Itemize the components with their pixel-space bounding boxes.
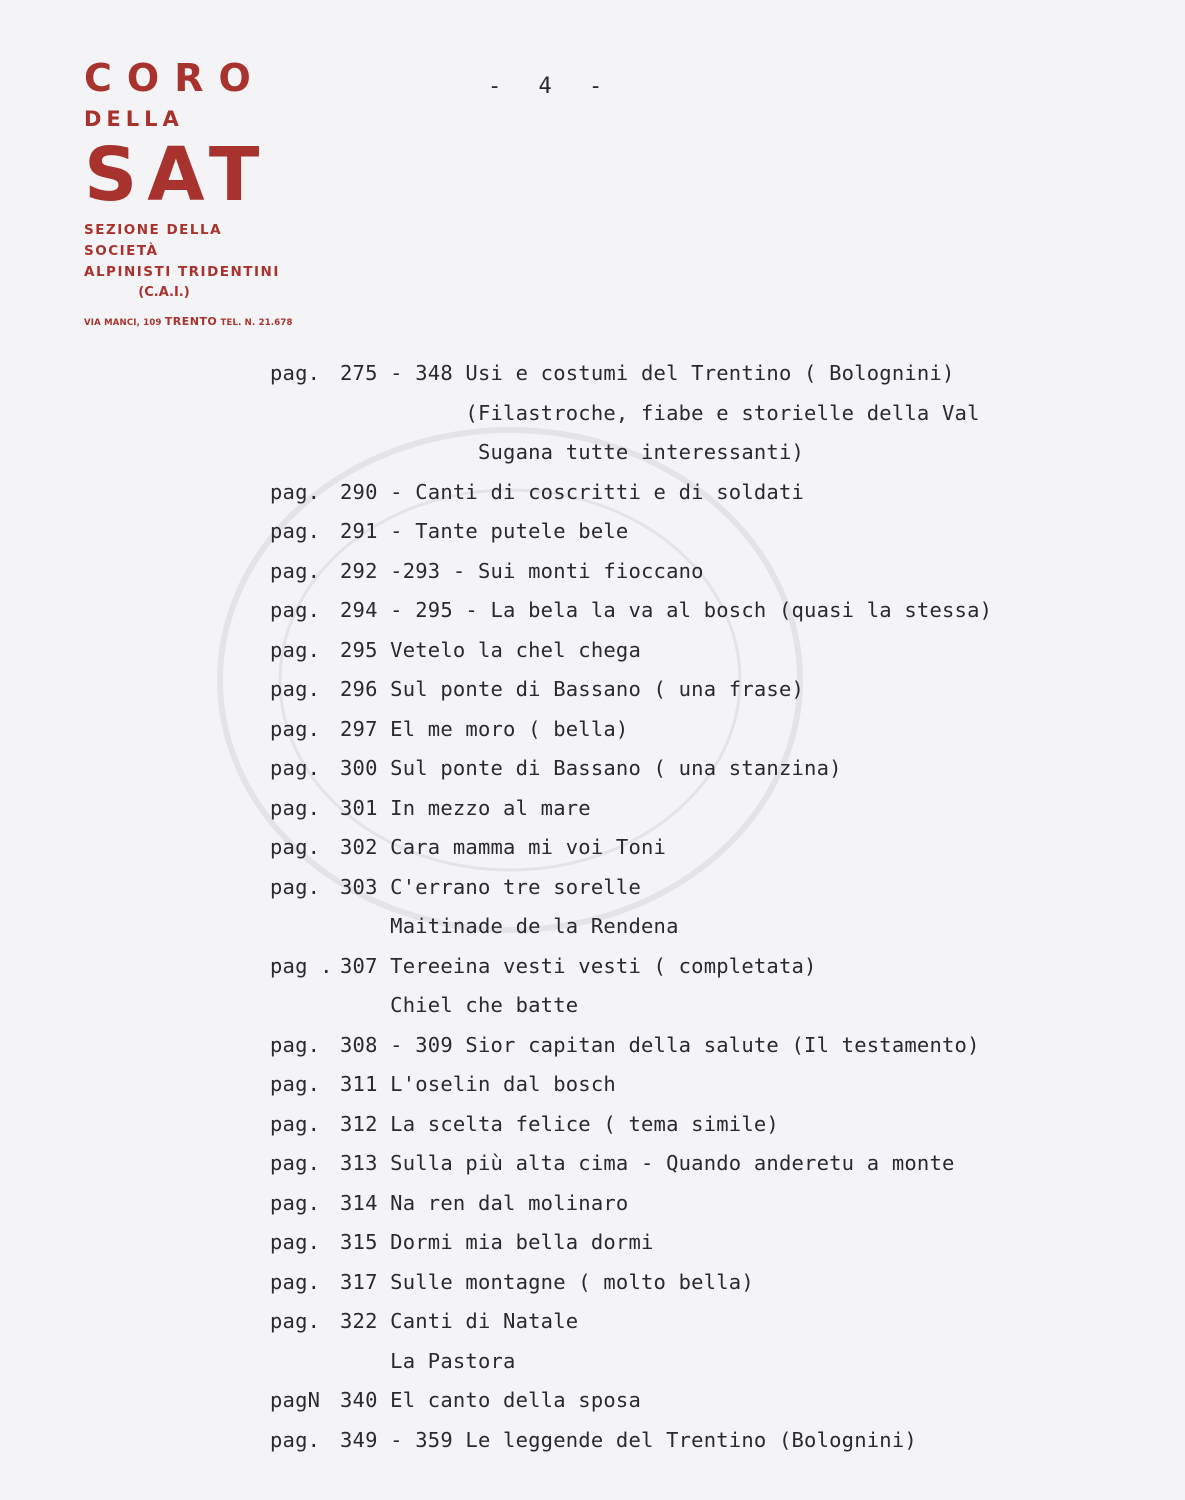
- page-ref-label: pag.: [270, 677, 321, 701]
- entry-text: La Pastora: [340, 1348, 516, 1373]
- entry-text: 302 Cara mamma mi voi Toni: [340, 835, 667, 859]
- page-ref-label: pag.: [270, 1151, 321, 1175]
- entry-text: 296 Sul ponte di Bassano ( una frase): [340, 677, 805, 701]
- list-item: [270, 354, 1130, 394]
- list-item: [270, 473, 1130, 513]
- list-item: [270, 670, 1130, 710]
- entry-text: 307 Tereeina vesti vesti ( completata): [340, 953, 817, 978]
- letterhead-address: [84, 315, 293, 328]
- list-item: [270, 631, 1130, 671]
- page-ref-label: pag.: [270, 1032, 321, 1057]
- letterhead-title-coro: CORO: [84, 56, 266, 100]
- entry-text: Maitinade de la Rendena: [340, 914, 679, 938]
- entry-text: 300 Sul ponte di Bassano ( una stanzina): [340, 756, 842, 780]
- list-item: [270, 552, 1130, 592]
- list-item: [270, 749, 1130, 789]
- list-item: [270, 907, 1130, 947]
- list-item: [270, 947, 1130, 987]
- page-ref-label: pag.: [270, 558, 321, 583]
- list-item: [270, 394, 1130, 434]
- entry-text: 312 La scelta felice ( tema simile): [340, 1111, 779, 1136]
- page-ref-label: pag.: [270, 637, 321, 662]
- page-ref-label: pag.: [270, 1072, 321, 1096]
- address-street: VIA MANCI, 109: [84, 318, 162, 328]
- list-item: [270, 986, 1130, 1026]
- page-ref-label: pag.: [270, 1190, 321, 1215]
- entry-text: Chiel che batte: [340, 993, 579, 1017]
- page-ref-label: pag.: [270, 874, 321, 899]
- entry-text: 301 In mezzo al mare: [340, 795, 591, 820]
- page-ref-label: pag.: [270, 835, 321, 859]
- entry-text: (Filastroche, fiabe e storielle della Val: [340, 400, 980, 425]
- page-ref-label: pag.: [270, 795, 321, 820]
- entry-text: 311 L'oselin dal bosch: [340, 1072, 616, 1096]
- list-item: [270, 1105, 1130, 1145]
- page-ref-label: pag.: [270, 716, 321, 741]
- index-list: [270, 354, 1130, 1460]
- entry-text: 303 C'errano tre sorelle: [340, 874, 642, 899]
- address-phone: TEL. N. 21.678: [220, 318, 293, 328]
- letterhead-cai: (C.A.I.): [138, 285, 190, 300]
- page-ref-label: pag.: [270, 1309, 321, 1333]
- page-number: - 4 -: [488, 74, 615, 99]
- entry-text: 322 Canti di Natale: [340, 1309, 579, 1333]
- list-item: [270, 1302, 1130, 1342]
- entry-text: 290 - Canti di coscritti e di soldati: [340, 479, 805, 504]
- page-ref-label: pagN: [270, 1388, 321, 1412]
- entry-text: 292 -293 - Sui monti fioccano: [340, 558, 704, 583]
- page-ref-label: pag.: [270, 756, 321, 780]
- list-item: [270, 789, 1130, 829]
- letterhead-title-della: DELLA: [84, 107, 184, 131]
- list-item: [270, 1421, 1130, 1461]
- letterhead-subtitle-line2: ALPINISTI TRIDENTINI: [84, 264, 280, 280]
- list-item: [270, 868, 1130, 908]
- entry-text: 295 Vetelo la chel chega: [340, 637, 642, 662]
- entry-text: 315 Dormi mia bella dormi: [340, 1230, 654, 1254]
- entry-text: 340 El canto della sposa: [340, 1388, 642, 1412]
- list-item: [270, 1381, 1130, 1421]
- list-item: [270, 1144, 1130, 1184]
- list-item: [270, 1342, 1130, 1382]
- page-ref-label: pag .: [270, 953, 333, 978]
- entry-text: 297 El me moro ( bella): [340, 716, 629, 741]
- letterhead: [84, 56, 293, 328]
- entry-text: 291 - Tante putele bele: [340, 519, 629, 543]
- entry-text: 308 - 309 Sior capitan della salute (Il testamento): [340, 1032, 980, 1057]
- entry-text: 314 Na ren dal molinaro: [340, 1190, 629, 1215]
- entry-text: 294 - 295 - La bela la va al bosch (quasi la stessa): [340, 598, 993, 622]
- list-item: [270, 1223, 1130, 1263]
- list-item: [270, 1065, 1130, 1105]
- list-item: [270, 828, 1130, 868]
- page-ref-label: pag.: [270, 479, 321, 504]
- letterhead-title-sat: SAT: [84, 132, 270, 218]
- entry-text: 313 Sulla più alta cima - Quando anderetu a monte: [340, 1151, 955, 1175]
- list-item: [270, 710, 1130, 750]
- list-item: [270, 433, 1130, 473]
- entry-text: 275 - 348 Usi e costumi del Trentino ( Bolognini): [340, 361, 955, 385]
- page-ref-label: pag.: [270, 598, 321, 622]
- page-ref-label: pag.: [270, 361, 321, 385]
- page-ref-label: pag.: [270, 1230, 321, 1254]
- list-item: [270, 1026, 1130, 1066]
- list-item: [270, 1184, 1130, 1224]
- entry-text: 317 Sulle montagne ( molto bella): [340, 1269, 754, 1294]
- page-ref-label: pag.: [270, 519, 321, 543]
- letterhead-subtitle: [84, 220, 280, 283]
- page-ref-label: pag.: [270, 1269, 321, 1294]
- entry-text: 349 - 359 Le leggende del Trentino (Bolognini): [340, 1427, 917, 1452]
- page-ref-label: pag.: [270, 1427, 321, 1452]
- page-ref-label: pag.: [270, 1111, 321, 1136]
- address-city: TRENTO: [164, 315, 218, 328]
- letterhead-subtitle-line1: SEZIONE DELLA SOCIETÀ: [84, 222, 223, 259]
- list-item: [270, 591, 1130, 631]
- list-item: [270, 512, 1130, 552]
- list-item: [270, 1263, 1130, 1303]
- entry-text: Sugana tutte interessanti): [340, 440, 805, 464]
